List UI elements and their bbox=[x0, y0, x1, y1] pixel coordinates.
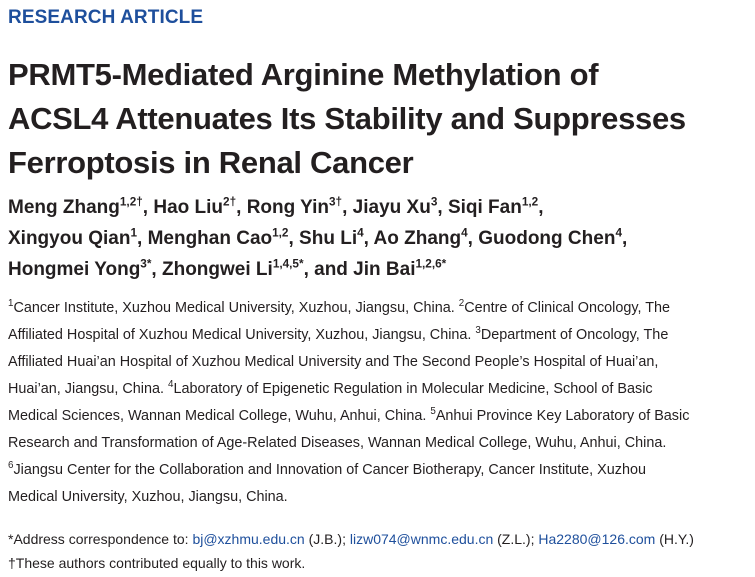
affiliation-line bbox=[8, 322, 748, 349]
affil-text: Laboratory of Epigenetic Regulation in Molecular Medicine, School of Basic bbox=[173, 381, 653, 397]
affil-text: Department of Oncology, The bbox=[480, 327, 669, 343]
email-link[interactable]: lizw074@wnmc.edu.cn bbox=[349, 531, 494, 547]
title-line: PRMT5-Mediated Arginine Methylation of bbox=[8, 57, 599, 92]
affiliation-line bbox=[8, 349, 748, 376]
author-separator: , bbox=[342, 197, 353, 218]
author-name: Hongmei Yong bbox=[8, 259, 141, 280]
affil-text: Affiliated Huai’an Hospital of Xuzhou Medical University and The Second People’s Hospital of Huai’an, bbox=[8, 354, 659, 370]
author-name: Zhongwei Li bbox=[161, 259, 273, 280]
author-line bbox=[8, 254, 748, 285]
author-name: Meng Zhang bbox=[8, 197, 120, 218]
author-name: Rong Yin bbox=[246, 197, 330, 218]
affil-text: Medical University, Xuzhou, Jiangsu, China. bbox=[8, 489, 288, 505]
affiliation-line bbox=[8, 403, 748, 430]
author-affil-sup: 1,2 bbox=[272, 226, 289, 240]
title-line: Ferroptosis in Renal Cancer bbox=[8, 145, 414, 180]
article-type-label: RESEARCH ARTICLE bbox=[8, 7, 204, 28]
author-affil-sup: 1,4,5* bbox=[272, 257, 304, 271]
title-line: ACSL4 Attenuates Its Stability and Suppresses bbox=[8, 101, 686, 136]
author-name: Ao Zhang bbox=[373, 228, 462, 249]
affil-text: Medical Sciences, Wannan Medical College, Wuhu, Anhui, China. bbox=[8, 408, 431, 424]
affil-text: Anhui Province Key Laboratory of Basic bbox=[435, 408, 690, 424]
affiliation-line bbox=[8, 295, 748, 322]
author-name: Guodong Chen bbox=[478, 228, 616, 249]
author-affil-sup: 3 bbox=[430, 195, 438, 209]
author-separator: , bbox=[437, 197, 448, 218]
affil-number: 2 bbox=[458, 298, 465, 310]
affil-text: Jiangsu Center for the Collaboration and Innovation of Cancer Biotherapy, Cancer Institute, Xuzhou bbox=[13, 462, 646, 478]
author-separator: , bbox=[151, 259, 162, 280]
author-separator: , bbox=[538, 197, 544, 218]
author-separator: , bbox=[288, 228, 300, 249]
author-affil-sup: 4 bbox=[461, 226, 468, 240]
correspondence-prefix: *Address correspondence to: bbox=[8, 531, 193, 547]
author-affil-sup: 1,2† bbox=[119, 195, 143, 209]
author-affil-sup: 4 bbox=[357, 226, 364, 240]
author-separator: , bbox=[236, 197, 247, 218]
affil-text: Centre of Clinical Oncology, The bbox=[464, 300, 671, 316]
affil-number: 5 bbox=[430, 406, 436, 418]
affiliation-line bbox=[8, 484, 748, 511]
email-link[interactable]: Ha2280@126.com bbox=[538, 531, 656, 547]
correspondence-initials: (J.B.); bbox=[304, 531, 350, 547]
email-link[interactable]: bj@xzhmu.edu.cn bbox=[192, 531, 305, 547]
author-affil-sup: 4 bbox=[615, 226, 622, 240]
correspondence-line bbox=[8, 527, 748, 551]
article-header bbox=[8, 0, 748, 575]
author-line bbox=[8, 223, 748, 254]
author-affil-sup: 1,2 bbox=[521, 195, 539, 209]
affil-number: 1 bbox=[8, 298, 14, 310]
author-name: Jiayu Xu bbox=[352, 197, 431, 218]
correspondence-initials: (Z.L.); bbox=[493, 531, 539, 547]
affiliation-line bbox=[8, 430, 748, 457]
affil-text: Research and Transformation of Age-Related Diseases, Wannan Medical College, Wuhu, Anhui, China. bbox=[8, 435, 667, 451]
author-list bbox=[8, 192, 748, 285]
author-name: Siqi Fan bbox=[447, 197, 522, 218]
affiliation-line bbox=[8, 457, 748, 484]
author-name: and Jin Bai bbox=[314, 259, 416, 280]
affil-text: Huai’an, Jiangsu, China. bbox=[8, 381, 168, 397]
equal-contribution-note: †These authors contributed equally to this work. bbox=[8, 555, 306, 571]
author-affil-sup: 2† bbox=[223, 195, 237, 209]
author-separator: , bbox=[303, 259, 315, 280]
author-separator: , bbox=[137, 228, 148, 249]
author-separator: , bbox=[621, 228, 628, 249]
author-affil-sup: 1 bbox=[130, 226, 137, 240]
author-affil-sup: 1,2,6* bbox=[415, 257, 447, 271]
author-separator: , bbox=[363, 228, 374, 249]
author-name: Hao Liu bbox=[153, 197, 224, 218]
affil-number: 6 bbox=[8, 460, 14, 472]
author-separator: , bbox=[467, 228, 479, 249]
author-name: Xingyou Qian bbox=[8, 228, 131, 249]
affil-number: 3 bbox=[475, 325, 481, 337]
author-line bbox=[8, 192, 748, 223]
author-name: Menghan Cao bbox=[147, 228, 273, 249]
affiliations bbox=[8, 295, 748, 511]
correspondence-initials: (H.Y.) bbox=[655, 531, 694, 547]
affiliation-line bbox=[8, 376, 748, 403]
author-affil-sup: 3* bbox=[140, 257, 152, 271]
affil-number: 4 bbox=[168, 379, 174, 391]
author-affil-sup: 3† bbox=[329, 195, 343, 209]
author-name: Shu Li bbox=[299, 228, 358, 249]
affil-text: Cancer Institute, Xuzhou Medical University, Xuzhou, Jiangsu, China. bbox=[13, 300, 459, 316]
correspondence bbox=[8, 527, 748, 575]
author-separator: , bbox=[142, 197, 154, 218]
article-title bbox=[8, 53, 748, 185]
affil-text: Affiliated Hospital of Xuzhou Medical University, Xuzhou, Jiangsu, China. bbox=[8, 327, 476, 343]
